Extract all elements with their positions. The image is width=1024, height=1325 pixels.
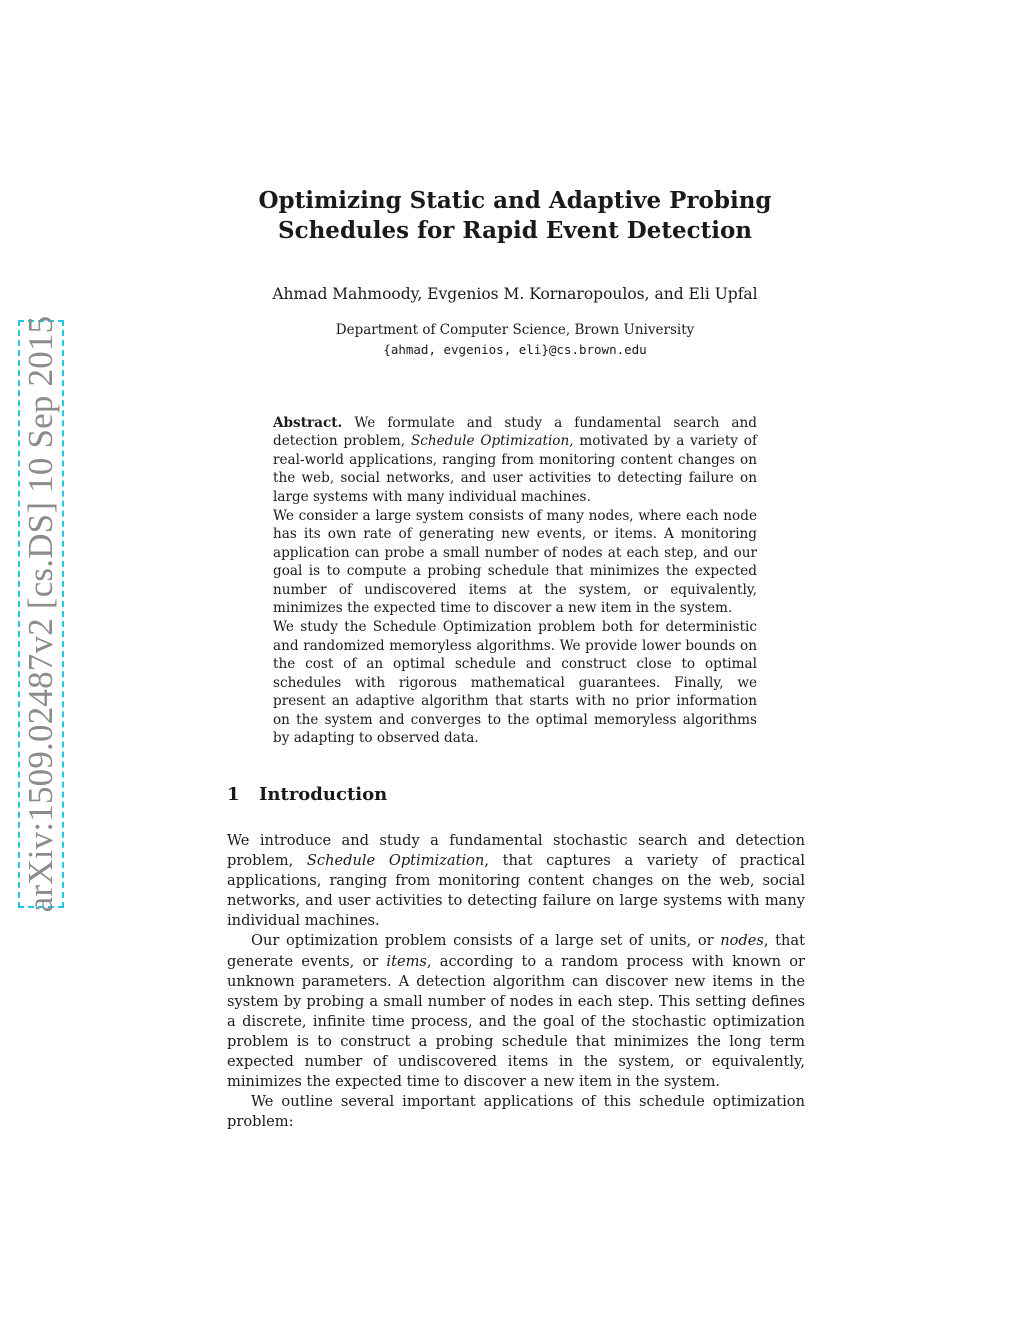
section-title: Introduction — [259, 784, 388, 805]
paper-title — [230, 186, 800, 246]
abstract-label: Abstract. — [273, 415, 343, 431]
paper-authors: Ahmad Mahmoody, Evgenios M. Kornaropoulos, and Eli Upfal — [272, 285, 758, 303]
intro-paragraph-3: We outline several important applications of this schedule optimization problem: — [227, 1093, 805, 1131]
section-number: 1 — [227, 784, 240, 805]
intro-text: , that captures a variety of practical applications, ranging from monitoring content changes on the web, social networks, and user activities to detecting failure on large systems with many individual machines. — [227, 852, 806, 930]
intro-text: Our optimization problem consists of a large set of units, or — [251, 932, 721, 950]
intro-emphasis: items — [386, 952, 427, 970]
intro-emphasis: nodes — [720, 932, 764, 950]
introduction-body — [227, 831, 805, 1132]
section-heading — [227, 784, 387, 805]
paper-title-line-1: Optimizing Static and Adaptive Probing — [258, 187, 772, 214]
abstract-paragraph-1 — [273, 414, 757, 506]
affiliation-block — [230, 321, 800, 359]
intro-paragraph-1 — [227, 831, 805, 931]
abstract-text: , motivated by a variety of real-world applications, ranging from monitoring content changes on the web, social networks, and user activities to detecting failure on large systems with many individual machines. — [273, 433, 757, 505]
arxiv-identifier: arXiv:1509.02487v2 [cs.DS] 10 Sep 2015 — [21, 315, 60, 913]
abstract-paragraph-2: We consider a large system consists of many nodes, where each node has its own rate of generating new events, or items. A monitoring application can probe a small number of nodes at each step, and our goal is to compute a probing schedule that minimizes the expected number of undiscovered items at the system, or equivalently, minimizes the expected time to discover a new item in the system. — [273, 508, 757, 617]
abstract-text: We formulate and study a fundamental search and detection problem, — [273, 415, 757, 450]
affiliation: Department of Computer Science, Brown University — [335, 322, 695, 338]
abstract-paragraph-3: We study the Schedule Optimization problem both for deterministic and randomized memoryless algorithms. We provide lower bounds on the cost of an optimal schedule and construct close to optimal schedules with rigorous mathematical guarantees. Finally, we present an adaptive algorithm that starts with no prior information on the system and converges to the optimal memoryless algorithms by adapting to observed data. — [273, 619, 757, 746]
abstract — [273, 414, 757, 748]
author-emails: {ahmad, evgenios, eli}@cs.brown.edu — [383, 342, 647, 357]
intro-text: , according to a random process with known or unknown parameters. A detection algorithm can discover new items in the system by probing a small number of nodes in each step. This setting defines a discrete, infinite time process, and the goal of the stochastic optimization problem is to construct a probing schedule that minimizes the long term expected number of undiscovered items in the system, or equivalently, minimizes the expected time to discover a new item in the system. — [227, 952, 805, 1091]
intro-text: , that generate events, or — [227, 932, 806, 970]
abstract-emphasis: Schedule Optimization — [410, 433, 570, 450]
intro-emphasis: Schedule Optimization — [306, 852, 485, 870]
intro-paragraph-2 — [227, 931, 805, 1092]
paper-title-line-2: Schedules for Rapid Event Detection — [277, 217, 753, 244]
intro-text: We introduce and study a fundamental stochastic search and detection problem, — [227, 832, 805, 870]
